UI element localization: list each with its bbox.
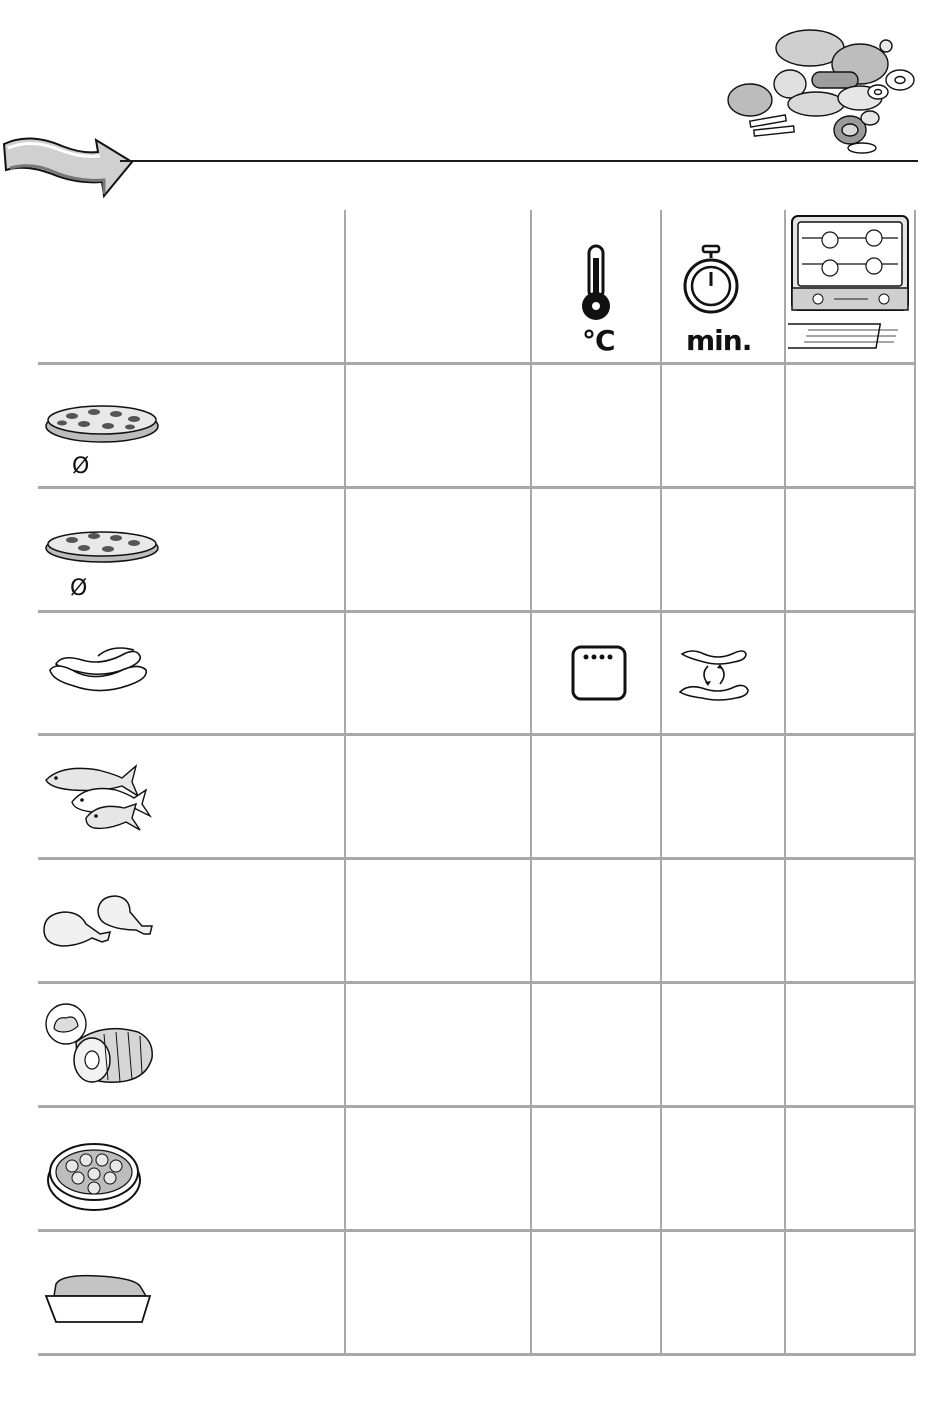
column-divider bbox=[914, 210, 916, 1356]
row-divider bbox=[38, 1353, 916, 1356]
temperature-header bbox=[532, 210, 660, 362]
food-assortment-icon bbox=[720, 22, 920, 156]
roast-lamb-icon bbox=[42, 1000, 156, 1086]
gratin-dish-icon bbox=[42, 1134, 146, 1214]
diameter-symbol: Ø bbox=[72, 454, 90, 479]
turn-over-icon bbox=[674, 644, 754, 706]
stopwatch-icon bbox=[680, 244, 742, 314]
chicken-legs-icon bbox=[42, 890, 154, 954]
time-header bbox=[662, 210, 784, 362]
thermometer-icon bbox=[576, 244, 616, 324]
grill-mode-icon bbox=[570, 644, 628, 702]
position-header bbox=[786, 210, 914, 362]
row-divider bbox=[38, 610, 916, 613]
loaf-cake-icon bbox=[42, 1270, 154, 1330]
arrow-icon bbox=[0, 122, 140, 202]
row-divider bbox=[38, 486, 916, 489]
cooking-table bbox=[38, 210, 916, 1358]
oven-with-rack-icon bbox=[788, 212, 912, 358]
header-rule bbox=[120, 160, 918, 162]
row-divider bbox=[38, 981, 916, 984]
row-divider bbox=[38, 1229, 916, 1232]
temperature-unit: °C bbox=[582, 324, 615, 357]
row-divider bbox=[38, 362, 916, 365]
time-unit: min. bbox=[686, 324, 752, 357]
fish-icon bbox=[42, 758, 154, 838]
row-divider bbox=[38, 733, 916, 736]
row-divider bbox=[38, 857, 916, 860]
column-divider bbox=[660, 210, 662, 1356]
diameter-symbol: Ø bbox=[70, 576, 88, 601]
column-divider bbox=[530, 210, 532, 1356]
pizza-icon bbox=[42, 400, 162, 450]
thin-pizza-icon bbox=[42, 526, 162, 570]
sausages-icon bbox=[42, 640, 158, 700]
column-divider bbox=[344, 210, 346, 1356]
column-divider bbox=[784, 210, 786, 1356]
row-divider bbox=[38, 1105, 916, 1108]
